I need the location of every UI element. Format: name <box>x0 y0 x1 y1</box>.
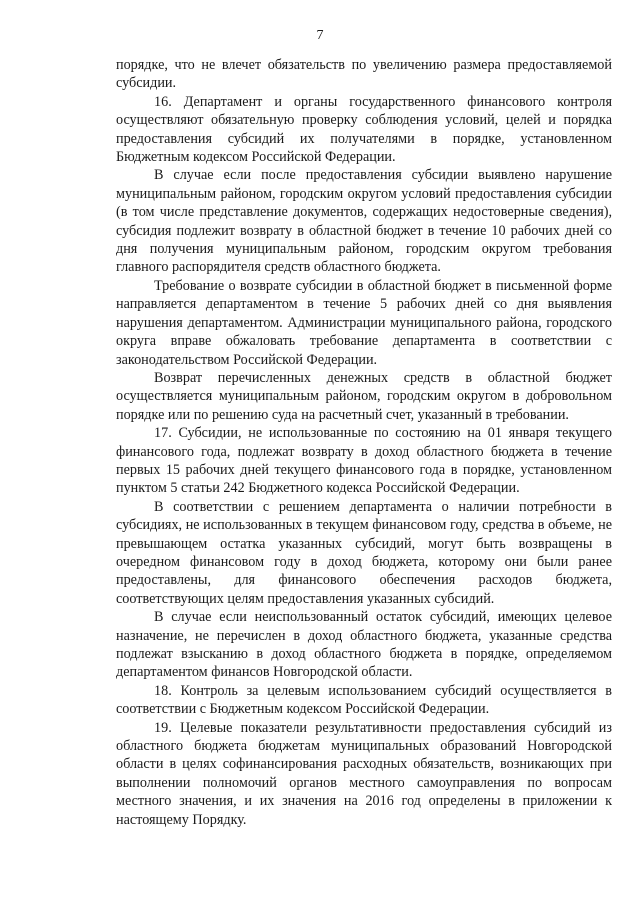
paragraph-department-decision: В соответствии с решением департамента о наличии потребности в субсидиях, не использованных в текущем финансовом году, средства в объеме, не превышающем остатка указанных субсидий, могут быть возвращены в очередном финансовом году в доход бюджета, которому они были ранее предоставлены, для финансового обеспечения расходов бюджета, соответствующих целям предоставления указанных субсидий. <box>116 498 612 607</box>
paragraph-clause-18: 18. Контроль за целевым использованием субсидий осуществляется в соответствии с Бюджетным кодексом Российской Федерации. <box>116 682 612 718</box>
paragraph-clause-19: 19. Целевые показатели результативности предоставления субсидий из областного бюджета бюджетам муниципальных образований Новгородской области в целях софинансирования расходных обязательств, возникающих при выполнении полномочий органов местного самоуправления по вопросам местного значения, и их значения на 2016 год определены в приложении к настоящему Порядку. <box>116 719 612 828</box>
document-body <box>116 56 612 829</box>
paragraph-funds-return: Возврат перечисленных денежных средств в областной бюджет осуществляется муниципальным районом, городским округом в добровольном порядке или по решению суда на расчетный счет, указанный в требовании. <box>116 369 612 423</box>
paragraph-continuation: порядке, что не влечет обязательств по увеличению размера предоставляемой субсидии. <box>116 57 612 92</box>
paragraph-clause-16: 16. Департамент и органы государственного финансового контроля осуществляют обязательную проверку соблюдения условий, целей и порядка предоставления субсидий их получателями в порядке, установленном Бюджетным кодексом Российской Федерации. <box>116 93 612 166</box>
paragraph-unused-balance: В случае если неиспользованный остаток субсидий, имеющих целевое назначение, не перечислен в доход областного бюджета, указанные средства подлежат взысканию в доход областного бюджета в порядке, определяемом департаментом финансов Новгородской области. <box>116 609 612 681</box>
page-number: 7 <box>316 28 324 43</box>
paragraph-violation-return: В случае если после предоставления субсидии выявлено нарушение муниципальным районом, городским округом условий предоставления субсидии (в том числе представление документов, содержащих недостоверные сведения), субсидия подлежит возврату в областной бюджет в течение 10 рабочих дней со дня получения муниципальным районом, городским округом требования главного распорядителя средств областного бюджета. <box>116 167 612 276</box>
paragraph-clause-17: 17. Субсидии, не использованные по состоянию на 01 января текущего финансового года, подлежат возврату в доход областного бюджета в течение первых 15 рабочих дней текущего финансового года в порядке, установленном пунктом 5 статьи 242 Бюджетного кодекса Российской Федерации. <box>116 425 612 497</box>
paragraph-return-demand: Требование о возврате субсидии в областной бюджет в письменной форме направляется департаментом в течение 5 рабочих дней со дня выявления нарушения департаментом. Администрации муниципального района, городского округа вправе обжаловать требование департамента в соответствии с законодательством Российской Федерации. <box>116 277 612 368</box>
